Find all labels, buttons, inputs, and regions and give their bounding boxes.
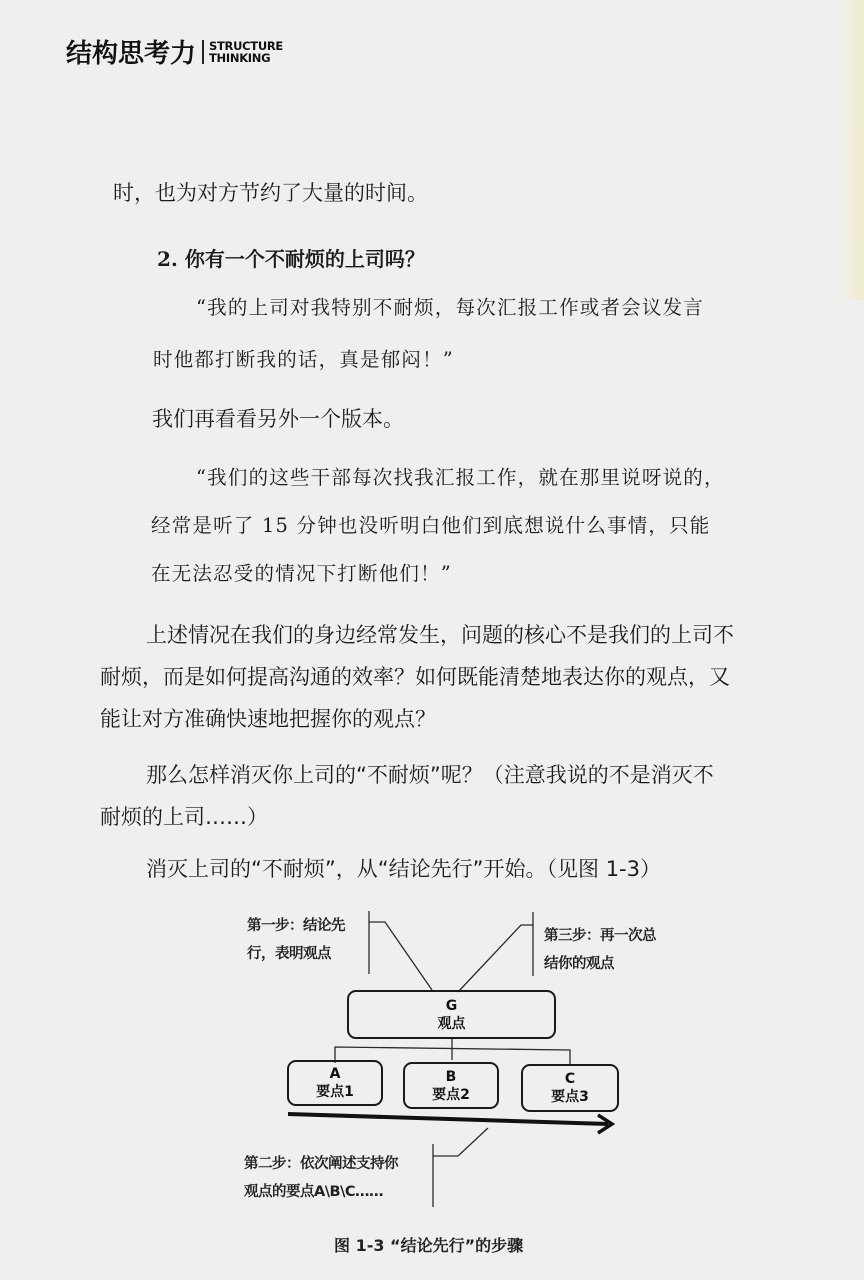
figure-caption: 图 1-3 “结论先行”的步骤 [334,1236,524,1255]
paragraph-1-line-2: 耐烦，而是如何提高沟通的效率？如何既能清楚地表达你的观点，又 [100,665,730,689]
body-line: 时，也为对方节约了大量的时间。 [113,181,428,205]
box-point-b: B 要点2 [403,1062,499,1109]
running-header [66,33,283,70]
transition-line: 我们再看看另外一个版本。 [152,407,404,431]
paragraph-2-line-2: 耐烦的上司……） [100,805,268,829]
box-point-a: A 要点1 [287,1060,383,1106]
quote-2-line-1: “我们的这些干部每次找我汇报工作，就在那里说呀说的， [196,466,725,489]
step-1-label: 第一步：结论先 行，表明观点 [247,918,345,962]
paragraph-2-line-1: 那么怎样消灭你上司的“不耐烦”呢？（注意我说的不是消灭不 [146,763,714,787]
quote-1-line-2: 时他都打断我的话，真是郁闷！” [153,348,454,371]
book-title-en: STRUCTURE THINKING [209,38,283,65]
header-divider [202,40,204,64]
top-box-viewpoint-g: G 观点 [347,990,556,1039]
section-heading: 2. 你有一个不耐烦的上司吗？ [157,247,425,271]
quote-2-line-2: 经常是听了 15 分钟也没听明白他们到底想说什么事情，只能 [151,514,711,537]
paragraph-1-line-1: 上述情况在我们的身边经常发生，问题的核心不是我们的上司不 [146,623,734,647]
book-title-cn: 结构思考力 [66,39,197,69]
paragraph-3-line-1: 消灭上司的“不耐烦”，从“结论先行”开始。（见图 1-3） [146,857,661,881]
paragraph-1-line-3: 能让对方准确快速地把握你的观点？ [100,707,436,731]
quote-2-line-3: 在无法忍受的情况下打断他们！” [151,562,452,585]
step-2-label: 第二步：依次阐述支持你 观点的要点A\B\C…… [244,1156,398,1200]
page-edge-tint [838,0,864,300]
box-point-c: C 要点3 [521,1064,619,1112]
step-3-label: 第三步：再一次总 结你的观点 [544,928,656,972]
quote-1-line-1: “我的上司对我特别不耐烦，每次汇报工作或者会议发言 [196,296,704,319]
